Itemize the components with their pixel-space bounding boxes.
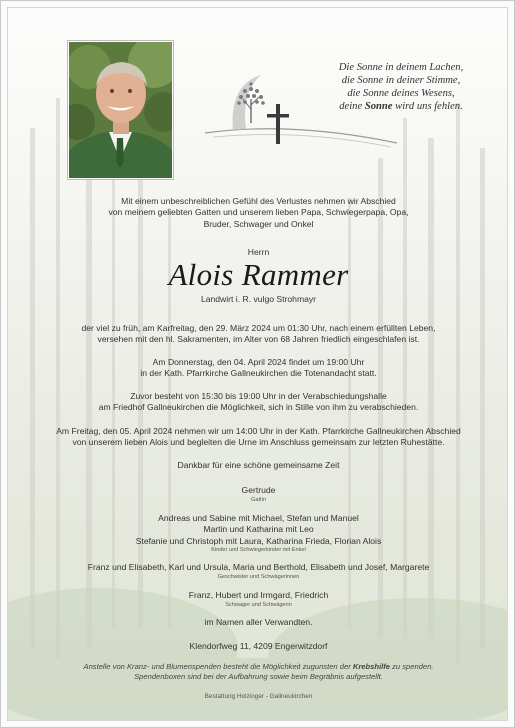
children-list: Andreas und Sabine mit Michael, Stefan und Manuel Martin und Katharina mit Leo Stefanie und Christoph mit Laura, Katharina Frieda, Florian Alois [135,513,382,546]
memorial-quote [301,61,501,113]
spouse-name: Gertrude [241,485,276,495]
portrait-photo [68,41,173,179]
undertaker-line: Bestattung Holzinger - Gallneukirchen [204,693,313,700]
inlaws-role: Schwager und Schwägerin [225,602,292,608]
death-notice: der viel zu früh, am Karfreitag, den 29. März 2024 um 01:30 Uhr, nach einem erfüllten Leben, versehen mit den hl. Sakramenten, im Alter von 68 Jahren friedlich eingeschlafen ist. [81,323,436,345]
quote-line: die Sonne in deiner Stimme, [341,75,461,86]
donation-note: Anstelle von Kranz- und Blumenspenden besteht die Möglichkeit zugunsten der Krebshilfe zu spenden. Spendenboxen sind bei der Aufbahrung sowie beim Begräbnis aufgestellt. [83,662,434,681]
thanks-line: Dankbar für eine schöne gemeinsame Zeit [177,460,340,470]
spouse-role: Gattin [251,497,266,503]
viewing-notice: Zuvor besteht von 15:30 bis 19:00 Uhr in der Verabschiedungshalle am Friedhof Gallneukirchen die Möglichkeit, sich in Stille von ihm zu verabschieden. [98,391,419,413]
occupation: Landwirt i. R. vulgo Strohmayr [200,294,317,304]
vigil-notice: Am Donnerstag, den 04. April 2024 findet um 19:00 Uhr in der Kath. Pfarrkirche Gallneukirchen die Totenandacht statt. [140,357,377,379]
address-line: Klendorfweg 11, 4209 Engerwitzdorf [189,641,328,651]
quote-line: deine Sonne wird uns fehlen. [339,101,463,112]
intro-text: Mit einem unbeschreiblichen Gefühl des Verlustes nehmen wir Abschied von meinem geliebten Gatten und unserem lieben Papa, Schwiegerpapa, Opa, Bruder, Schwager und Onkel [108,196,409,229]
inlaws-list: Franz, Hubert und Irmgard, Friedrich [188,590,329,600]
siblings-list: Franz und Elisabeth, Karl und Ursula, Maria und Berthold, Elisabeth und Josef, Margarete [87,562,430,572]
quote-line: die Sonne deines Wesens, [347,88,455,99]
siblings-role: Geschwister und Schwägerinnen [217,574,300,580]
quote-line: Die Sonne in deinem Lachen, [338,62,464,73]
funeral-notice: Am Freitag, den 05. April 2024 nehmen wir um 14:00 Uhr in der Kath. Pfarrkirche Gallneukirchen Abschied von unserem lieben Alois und begleiten die Urne im Anschluss gemeinsam zur letzten Ruhestätte. [56,426,461,448]
deceased-name: Alois Rammer [168,257,349,292]
cross-icon [267,104,289,144]
relatives-line: im Namen aller Verwandten. [204,617,313,627]
children-role: Kinder und Schwiegerkinder mit Enkel [211,547,306,553]
salutation: Herrn [247,247,270,257]
